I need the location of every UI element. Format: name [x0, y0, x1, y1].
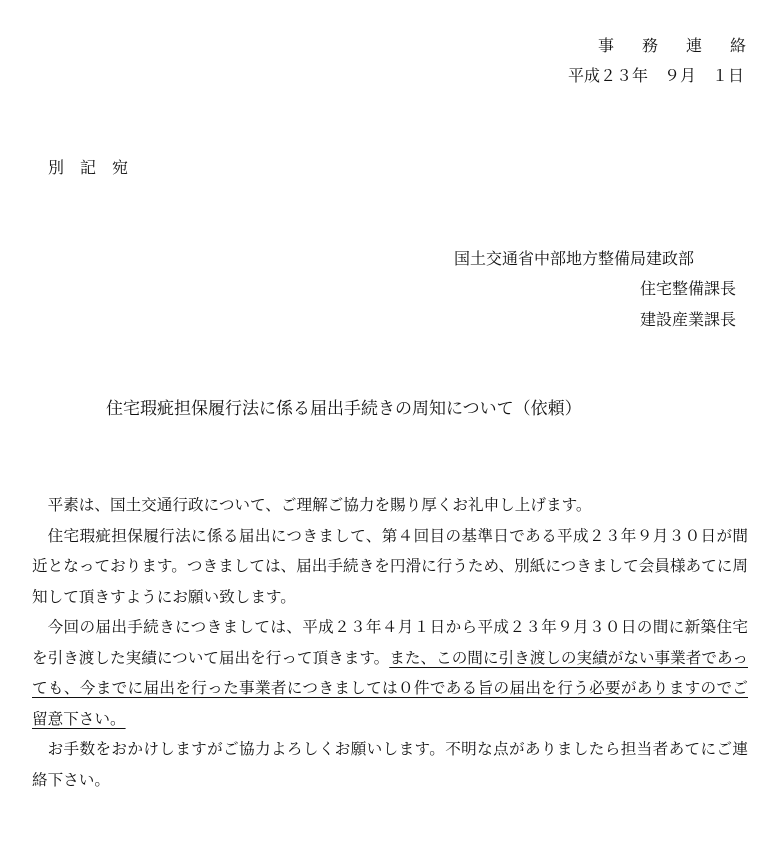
body-paragraph-closing: お手数をおかけしますがご協力よろしくお願いします。不明な点がありましたら担当者あてにご連絡下さい。 — [32, 740, 748, 789]
document-body — [32, 490, 748, 795]
procedure-note-underlined: また、この間に引き渡しの実績がない事業者であっても、今までに届出を行った事業者につきましては０件である旨の届出を行う必要がありますのでご留意下さい。 — [32, 648, 748, 728]
document-type-label: 事務連絡 — [597, 36, 774, 55]
procedure-text: 今回の届出手続きにつきましては、平成２３年４月１日から平成２３年９月３０日の間に新築住宅を引き渡した実績について届出を行って頂きます。 — [32, 618, 748, 667]
sender-organization: 国土交通省中部地方整備局建政部 — [454, 249, 695, 268]
document-date: 平成２３年 ９月 １日 — [567, 66, 744, 85]
body-paragraph-procedure — [32, 612, 748, 734]
document-title: 住宅瑕疵担保履行法に係る届出手続きの周知について（依頼） — [106, 399, 582, 419]
body-paragraph-deadline: 住宅瑕疵担保履行法に係る届出につきまして、第４回目の基準日である平成２３年９月３０日が間近となっております。つきましては、届出手続きを円滑に行うため、別紙につきまして会員様あてに周知して頂きすようにお願い致します。 — [32, 526, 748, 606]
recipient-line: 別記宛 — [48, 158, 145, 177]
sender-title-construction: 建設産業課長 — [639, 310, 736, 329]
sender-title-housing: 住宅整備課長 — [639, 279, 736, 298]
body-paragraph-greeting: 平素は、国土交通行政について、ご理解ご協力を賜り厚くお礼申し上げます。 — [47, 496, 592, 514]
